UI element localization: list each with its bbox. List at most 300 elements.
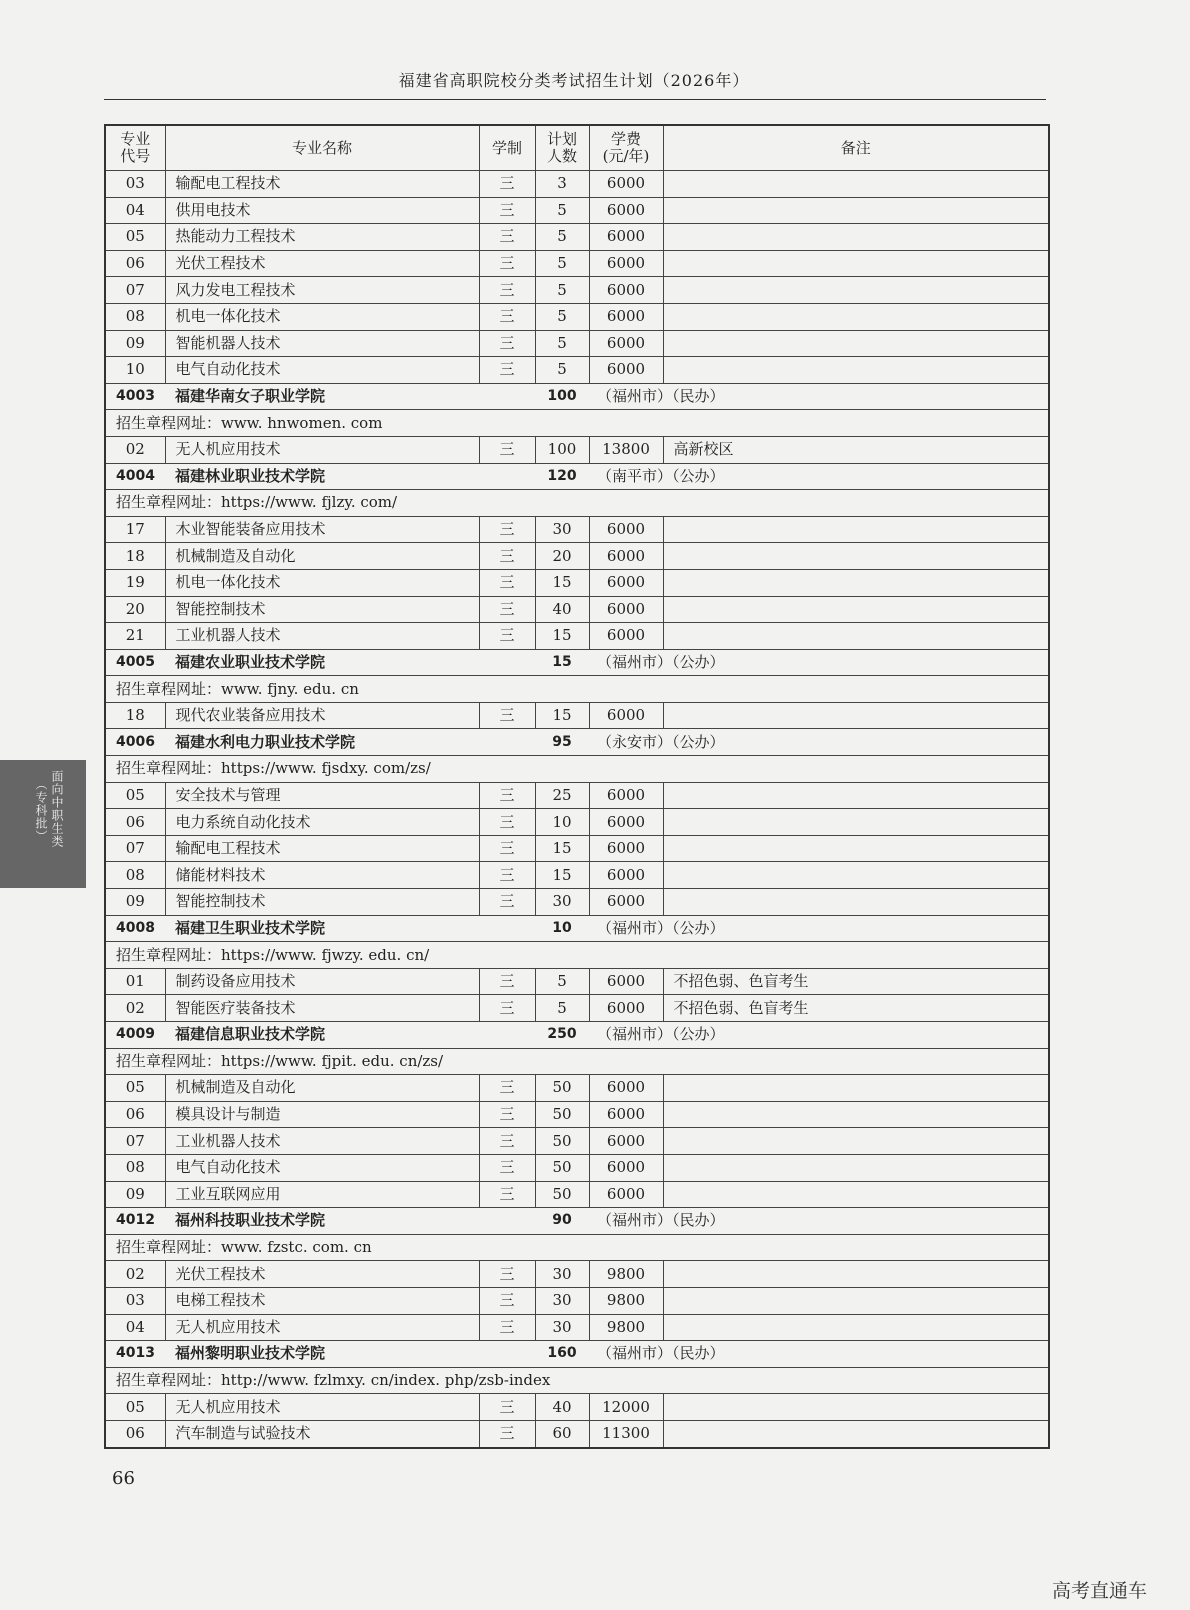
major-duration-cell: 三 (479, 1075, 535, 1102)
major-code-cell: 03 (105, 171, 165, 198)
admission-url-row (105, 756, 1049, 783)
major-tuition-cell: 9800 (589, 1314, 663, 1341)
major-tuition-cell: 6000 (589, 1128, 663, 1155)
major-plan-cell: 40 (535, 596, 589, 623)
major-name-cell: 智能医疗装备技术 (165, 995, 479, 1022)
major-duration-cell: 三 (479, 862, 535, 889)
enrollment-plan-table-container (104, 124, 1048, 1449)
major-plan-cell: 30 (535, 1287, 589, 1314)
school-location-cell: （福州市）（民办） (589, 1341, 1049, 1368)
school-code-cell: 4009 (105, 1022, 165, 1049)
school-plan-cell: 95 (535, 729, 589, 756)
major-tuition-cell: 13800 (589, 436, 663, 463)
table-row (105, 835, 1049, 862)
major-tuition-cell: 6000 (589, 250, 663, 277)
admission-url-row (105, 676, 1049, 703)
school-plan-cell: 250 (535, 1022, 589, 1049)
major-name-cell: 输配电工程技术 (165, 835, 479, 862)
major-plan-cell: 50 (535, 1075, 589, 1102)
major-name-cell: 智能机器人技术 (165, 330, 479, 357)
major-duration-cell: 三 (479, 516, 535, 543)
admission-url-cell: 招生章程网址：http://www. fzlmxy. cn/index. php/zsb-index (105, 1367, 1049, 1394)
major-name-cell: 供用电技术 (165, 197, 479, 224)
major-plan-cell: 3 (535, 171, 589, 198)
major-code-cell: 05 (105, 224, 165, 251)
school-row (105, 915, 1049, 942)
major-plan-cell: 50 (535, 1154, 589, 1181)
major-name-cell: 电气自动化技术 (165, 1154, 479, 1181)
school-location-cell: （福州市）（民办） (589, 383, 1049, 410)
school-row (105, 463, 1049, 490)
major-code-cell: 03 (105, 1287, 165, 1314)
major-code-cell: 02 (105, 1261, 165, 1288)
major-note-cell (663, 171, 1049, 198)
table-row (105, 968, 1049, 995)
major-plan-cell: 15 (535, 623, 589, 650)
admission-url-cell: 招生章程网址：https://www. fjlzy. com/ (105, 490, 1049, 517)
major-note-cell (663, 1075, 1049, 1102)
side-tab-sublabel: （专科批） (34, 778, 48, 843)
major-note-cell (663, 889, 1049, 916)
school-location-cell: （福州市）（民办） (589, 1208, 1049, 1235)
school-code-cell: 4005 (105, 649, 165, 676)
section-side-tab (0, 760, 86, 888)
school-name-cell: 福州黎明职业技术学院 (165, 1341, 535, 1368)
admission-url-row (105, 410, 1049, 437)
major-plan-cell: 5 (535, 357, 589, 384)
major-duration-cell: 三 (479, 303, 535, 330)
major-name-cell: 汽车制造与试验技术 (165, 1420, 479, 1447)
admission-url-cell: 招生章程网址：https://www. fjwzy. edu. cn/ (105, 942, 1049, 969)
school-name-cell: 福建信息职业技术学院 (165, 1022, 535, 1049)
major-name-cell: 光伏工程技术 (165, 1261, 479, 1288)
major-name-cell: 光伏工程技术 (165, 250, 479, 277)
col-header-label: 备注 (840, 138, 871, 157)
major-duration-cell: 三 (479, 1181, 535, 1208)
col-header-label: 学费 (元/年) (602, 130, 650, 165)
table-row (105, 516, 1049, 543)
major-code-cell: 19 (105, 569, 165, 596)
major-note-cell (663, 809, 1049, 836)
major-tuition-cell: 6000 (589, 1154, 663, 1181)
major-plan-cell: 50 (535, 1128, 589, 1155)
major-plan-cell: 10 (535, 809, 589, 836)
major-duration-cell: 三 (479, 1128, 535, 1155)
major-duration-cell: 三 (479, 995, 535, 1022)
admission-url-cell: 招生章程网址：www. fzstc. com. cn (105, 1234, 1049, 1261)
major-note-cell (663, 1181, 1049, 1208)
major-duration-cell: 三 (479, 1101, 535, 1128)
major-code-cell: 07 (105, 277, 165, 304)
major-note-cell (663, 596, 1049, 623)
table-row (105, 1287, 1049, 1314)
school-name-cell: 福建农业职业技术学院 (165, 649, 535, 676)
major-code-cell: 08 (105, 862, 165, 889)
major-note-cell (663, 1154, 1049, 1181)
major-duration-cell: 三 (479, 1420, 535, 1447)
major-plan-cell: 15 (535, 835, 589, 862)
major-duration-cell: 三 (479, 569, 535, 596)
major-plan-cell: 5 (535, 277, 589, 304)
admission-url-row (105, 1234, 1049, 1261)
table-row (105, 1314, 1049, 1341)
major-plan-cell: 5 (535, 303, 589, 330)
major-tuition-cell: 6000 (589, 277, 663, 304)
major-plan-cell: 100 (535, 436, 589, 463)
major-duration-cell: 三 (479, 1314, 535, 1341)
school-row (105, 729, 1049, 756)
major-tuition-cell: 6000 (589, 1101, 663, 1128)
col-header-duration (479, 125, 535, 171)
major-code-cell: 17 (105, 516, 165, 543)
major-name-cell: 输配电工程技术 (165, 171, 479, 198)
table-row (105, 224, 1049, 251)
enrollment-plan-table (104, 124, 1050, 1449)
table-row (105, 1154, 1049, 1181)
school-name-cell: 福州科技职业技术学院 (165, 1208, 535, 1235)
table-row (105, 809, 1049, 836)
major-code-cell: 02 (105, 436, 165, 463)
major-duration-cell: 三 (479, 277, 535, 304)
major-code-cell: 10 (105, 357, 165, 384)
major-tuition-cell: 6000 (589, 197, 663, 224)
major-plan-cell: 5 (535, 250, 589, 277)
major-duration-cell: 三 (479, 1261, 535, 1288)
major-tuition-cell: 6000 (589, 543, 663, 570)
table-row (105, 436, 1049, 463)
major-note-cell (663, 357, 1049, 384)
major-note-cell (663, 543, 1049, 570)
table-row (105, 277, 1049, 304)
major-duration-cell: 三 (479, 968, 535, 995)
major-tuition-cell: 6000 (589, 782, 663, 809)
major-code-cell: 04 (105, 197, 165, 224)
major-plan-cell: 30 (535, 1314, 589, 1341)
school-code-cell: 4013 (105, 1341, 165, 1368)
major-code-cell: 06 (105, 809, 165, 836)
major-duration-cell: 三 (479, 702, 535, 729)
major-plan-cell: 30 (535, 1261, 589, 1288)
major-note-cell (663, 1101, 1049, 1128)
major-note-cell (663, 1394, 1049, 1421)
admission-url-row (105, 1367, 1049, 1394)
school-plan-cell: 15 (535, 649, 589, 676)
major-plan-cell: 15 (535, 702, 589, 729)
major-plan-cell: 5 (535, 224, 589, 251)
major-name-cell: 无人机应用技术 (165, 1314, 479, 1341)
major-code-cell: 09 (105, 330, 165, 357)
table-row (105, 862, 1049, 889)
school-location-cell: （福州市）（公办） (589, 915, 1049, 942)
school-name-cell: 福建林业职业技术学院 (165, 463, 535, 490)
admission-url-cell: 招生章程网址：www. hnwomen. com (105, 410, 1049, 437)
major-tuition-cell: 6000 (589, 623, 663, 650)
school-plan-cell: 120 (535, 463, 589, 490)
major-note-cell (663, 835, 1049, 862)
school-location-cell: （南平市）（公办） (589, 463, 1049, 490)
school-row (105, 1208, 1049, 1235)
major-name-cell: 木业智能装备应用技术 (165, 516, 479, 543)
major-code-cell: 08 (105, 303, 165, 330)
major-duration-cell: 三 (479, 1287, 535, 1314)
major-tuition-cell: 6000 (589, 303, 663, 330)
major-tuition-cell: 6000 (589, 1181, 663, 1208)
major-tuition-cell: 6000 (589, 569, 663, 596)
major-note-cell (663, 1287, 1049, 1314)
major-code-cell: 04 (105, 1314, 165, 1341)
major-name-cell: 机电一体化技术 (165, 303, 479, 330)
major-note-cell (663, 303, 1049, 330)
col-header-label: 学制 (491, 138, 522, 157)
major-name-cell: 无人机应用技术 (165, 436, 479, 463)
major-plan-cell: 60 (535, 1420, 589, 1447)
major-note-cell (663, 330, 1049, 357)
major-tuition-cell: 11300 (589, 1420, 663, 1447)
major-tuition-cell: 6000 (589, 995, 663, 1022)
major-note-cell (663, 1261, 1049, 1288)
major-note-cell (663, 277, 1049, 304)
table-row (105, 1101, 1049, 1128)
major-duration-cell: 三 (479, 809, 535, 836)
watermark-text: 高考直通车 (1052, 1580, 1148, 1602)
major-note-cell (663, 197, 1049, 224)
major-duration-cell: 三 (479, 782, 535, 809)
school-plan-cell: 10 (535, 915, 589, 942)
col-header-name (165, 125, 479, 171)
col-header-plan (535, 125, 589, 171)
major-duration-cell: 三 (479, 357, 535, 384)
major-name-cell: 储能材料技术 (165, 862, 479, 889)
table-row (105, 1394, 1049, 1421)
major-name-cell: 电力系统自动化技术 (165, 809, 479, 836)
col-header-label: 专业名称 (291, 138, 352, 157)
major-duration-cell: 三 (479, 197, 535, 224)
major-duration-cell: 三 (479, 250, 535, 277)
major-code-cell: 06 (105, 1101, 165, 1128)
major-name-cell: 工业机器人技术 (165, 1128, 479, 1155)
major-duration-cell: 三 (479, 623, 535, 650)
major-note-cell (663, 516, 1049, 543)
major-name-cell: 机械制造及自动化 (165, 543, 479, 570)
table-row (105, 782, 1049, 809)
school-plan-cell: 160 (535, 1341, 589, 1368)
col-header-note (663, 125, 1049, 171)
major-tuition-cell: 6000 (589, 596, 663, 623)
major-duration-cell: 三 (479, 224, 535, 251)
major-name-cell: 风力发电工程技术 (165, 277, 479, 304)
major-duration-cell: 三 (479, 330, 535, 357)
table-row (105, 569, 1049, 596)
major-name-cell: 智能控制技术 (165, 889, 479, 916)
major-tuition-cell: 6000 (589, 516, 663, 543)
table-row (105, 1420, 1049, 1447)
major-code-cell: 18 (105, 702, 165, 729)
major-tuition-cell: 9800 (589, 1287, 663, 1314)
major-duration-cell: 三 (479, 1154, 535, 1181)
major-plan-cell: 5 (535, 197, 589, 224)
major-name-cell: 制药设备应用技术 (165, 968, 479, 995)
table-row (105, 171, 1049, 198)
major-duration-cell: 三 (479, 1394, 535, 1421)
table-row (105, 303, 1049, 330)
school-plan-cell: 90 (535, 1208, 589, 1235)
major-code-cell: 06 (105, 250, 165, 277)
major-duration-cell: 三 (479, 543, 535, 570)
major-code-cell: 05 (105, 1394, 165, 1421)
table-row (105, 623, 1049, 650)
school-code-cell: 4006 (105, 729, 165, 756)
major-tuition-cell: 12000 (589, 1394, 663, 1421)
major-code-cell: 02 (105, 995, 165, 1022)
school-row (105, 1341, 1049, 1368)
major-name-cell: 智能控制技术 (165, 596, 479, 623)
admission-url-row (105, 942, 1049, 969)
major-code-cell: 07 (105, 1128, 165, 1155)
major-name-cell: 工业机器人技术 (165, 623, 479, 650)
major-code-cell: 06 (105, 1420, 165, 1447)
major-name-cell: 热能动力工程技术 (165, 224, 479, 251)
major-note-cell (663, 250, 1049, 277)
school-location-cell: （永安市）（公办） (589, 729, 1049, 756)
table-row (105, 1128, 1049, 1155)
major-name-cell: 机电一体化技术 (165, 569, 479, 596)
major-note-cell (663, 782, 1049, 809)
page-header-title: 福建省高职院校分类考试招生计划（2026年） (398, 71, 750, 90)
major-name-cell: 机械制造及自动化 (165, 1075, 479, 1102)
major-name-cell: 工业互联网应用 (165, 1181, 479, 1208)
major-code-cell: 07 (105, 835, 165, 862)
major-name-cell: 电梯工程技术 (165, 1287, 479, 1314)
school-name-cell: 福建水利电力职业技术学院 (165, 729, 535, 756)
major-plan-cell: 5 (535, 995, 589, 1022)
major-plan-cell: 50 (535, 1101, 589, 1128)
major-note-cell (663, 862, 1049, 889)
school-code-cell: 4003 (105, 383, 165, 410)
major-note-cell: 不招色弱、色盲考生 (663, 995, 1049, 1022)
major-tuition-cell: 6000 (589, 809, 663, 836)
major-name-cell: 安全技术与管理 (165, 782, 479, 809)
major-tuition-cell: 9800 (589, 1261, 663, 1288)
major-duration-cell: 三 (479, 171, 535, 198)
major-plan-cell: 5 (535, 330, 589, 357)
col-header-label: 计划 人数 (546, 130, 577, 165)
major-note-cell (663, 623, 1049, 650)
school-code-cell: 4004 (105, 463, 165, 490)
table-row (105, 1181, 1049, 1208)
major-tuition-cell: 6000 (589, 862, 663, 889)
major-tuition-cell: 6000 (589, 1075, 663, 1102)
col-header-tuition (589, 125, 663, 171)
admission-url-row (105, 1048, 1049, 1075)
table-row (105, 543, 1049, 570)
major-tuition-cell: 6000 (589, 702, 663, 729)
major-code-cell: 09 (105, 889, 165, 916)
side-tab-label: 面向中职生类 (50, 770, 64, 848)
major-plan-cell: 15 (535, 569, 589, 596)
major-plan-cell: 30 (535, 889, 589, 916)
table-row (105, 250, 1049, 277)
major-plan-cell: 20 (535, 543, 589, 570)
table-row (105, 330, 1049, 357)
major-duration-cell: 三 (479, 596, 535, 623)
table-row (105, 596, 1049, 623)
school-plan-cell: 100 (535, 383, 589, 410)
major-tuition-cell: 6000 (589, 968, 663, 995)
major-tuition-cell: 6000 (589, 224, 663, 251)
table-row (105, 702, 1049, 729)
major-tuition-cell: 6000 (589, 889, 663, 916)
major-note-cell (663, 1128, 1049, 1155)
major-code-cell: 08 (105, 1154, 165, 1181)
table-row (105, 197, 1049, 224)
major-name-cell: 模具设计与制造 (165, 1101, 479, 1128)
major-code-cell: 20 (105, 596, 165, 623)
major-name-cell: 电气自动化技术 (165, 357, 479, 384)
school-code-cell: 4008 (105, 915, 165, 942)
major-duration-cell: 三 (479, 835, 535, 862)
major-code-cell: 01 (105, 968, 165, 995)
major-note-cell (663, 569, 1049, 596)
table-row (105, 357, 1049, 384)
school-name-cell: 福建卫生职业技术学院 (165, 915, 535, 942)
school-row (105, 383, 1049, 410)
major-plan-cell: 40 (535, 1394, 589, 1421)
major-plan-cell: 30 (535, 516, 589, 543)
major-note-cell (663, 224, 1049, 251)
table-row (105, 1261, 1049, 1288)
admission-url-row (105, 490, 1049, 517)
major-plan-cell: 50 (535, 1181, 589, 1208)
major-note-cell (663, 702, 1049, 729)
school-code-cell: 4012 (105, 1208, 165, 1235)
admission-url-cell: 招生章程网址：www. fjny. edu. cn (105, 676, 1049, 703)
table-row (105, 995, 1049, 1022)
major-tuition-cell: 6000 (589, 330, 663, 357)
header-divider (104, 99, 1046, 100)
school-location-cell: （福州市）（公办） (589, 1022, 1049, 1049)
col-header-code (105, 125, 165, 171)
major-code-cell: 18 (105, 543, 165, 570)
page-number: 66 (112, 1468, 135, 1489)
table-body (105, 171, 1049, 1448)
major-note-cell (663, 1420, 1049, 1447)
major-code-cell: 21 (105, 623, 165, 650)
table-row (105, 889, 1049, 916)
major-duration-cell: 三 (479, 889, 535, 916)
major-name-cell: 无人机应用技术 (165, 1394, 479, 1421)
major-name-cell: 现代农业装备应用技术 (165, 702, 479, 729)
major-tuition-cell: 6000 (589, 835, 663, 862)
school-name-cell: 福建华南女子职业学院 (165, 383, 535, 410)
major-plan-cell: 15 (535, 862, 589, 889)
table-header-row (105, 125, 1049, 171)
major-plan-cell: 5 (535, 968, 589, 995)
major-duration-cell: 三 (479, 436, 535, 463)
major-note-cell: 高新校区 (663, 436, 1049, 463)
major-note-cell: 不招色弱、色盲考生 (663, 968, 1049, 995)
col-header-label: 专业 代号 (120, 130, 151, 165)
school-location-cell: （福州市）（公办） (589, 649, 1049, 676)
major-tuition-cell: 6000 (589, 357, 663, 384)
school-row (105, 1022, 1049, 1049)
major-tuition-cell: 6000 (589, 171, 663, 198)
admission-url-cell: 招生章程网址：https://www. fjsdxy. com/zs/ (105, 756, 1049, 783)
major-code-cell: 09 (105, 1181, 165, 1208)
major-code-cell: 05 (105, 1075, 165, 1102)
major-code-cell: 05 (105, 782, 165, 809)
school-row (105, 649, 1049, 676)
admission-url-cell: 招生章程网址：https://www. fjpit. edu. cn/zs/ (105, 1048, 1049, 1075)
